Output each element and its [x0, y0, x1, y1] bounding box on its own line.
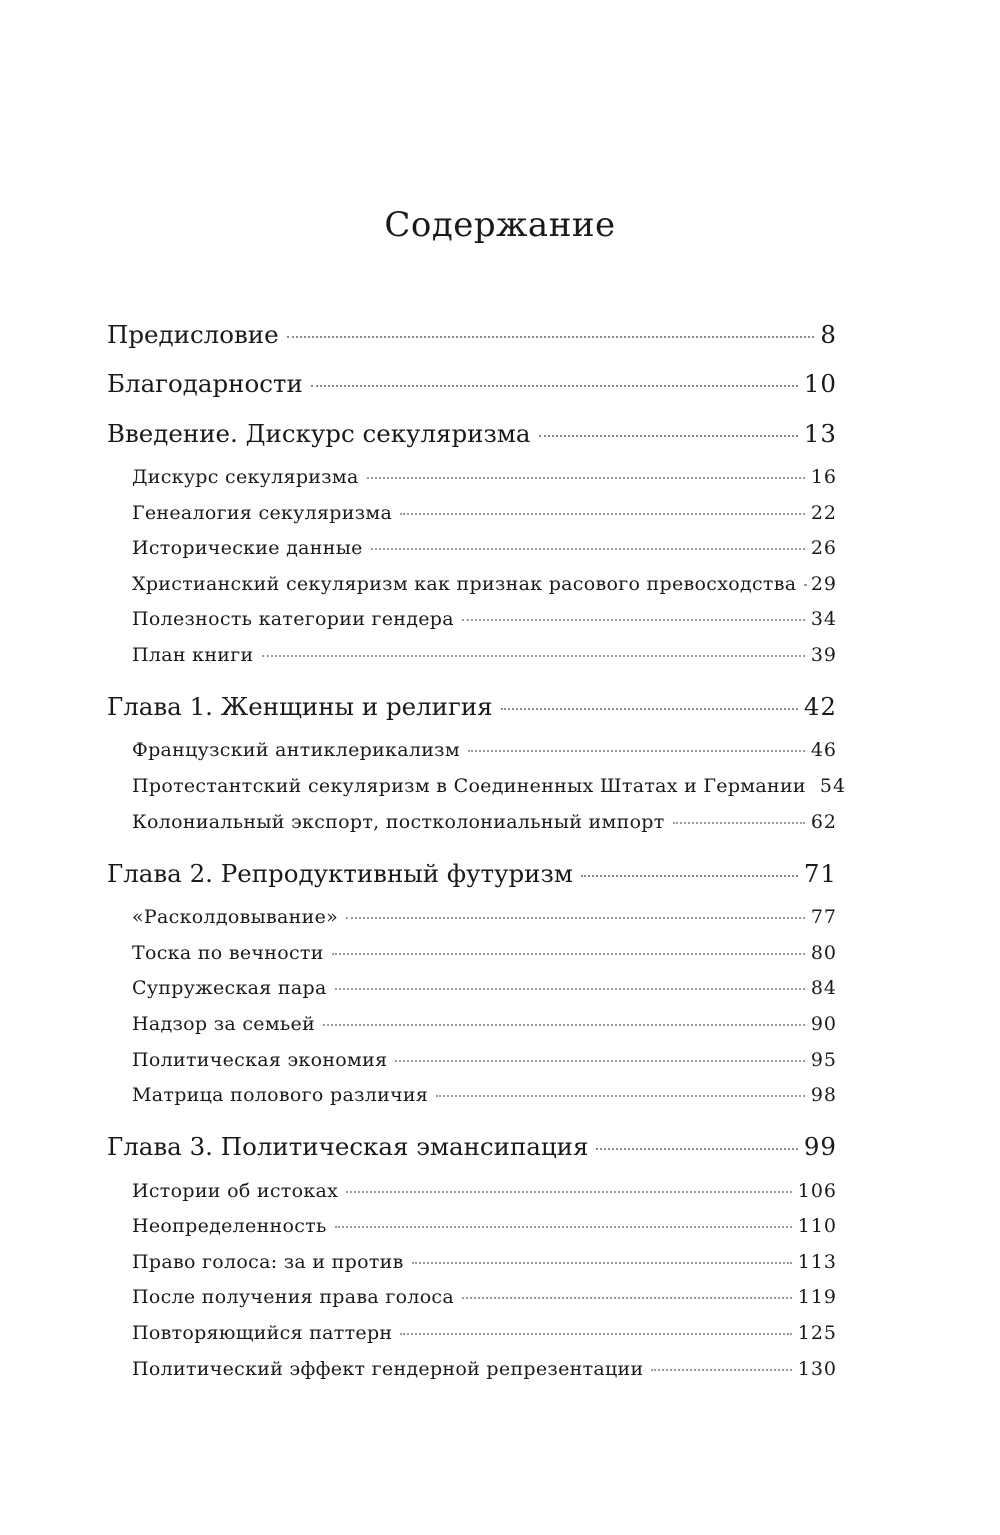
- toc-entry-label: Введение. Дискурс секуляризма: [107, 418, 531, 448]
- toc-subentry[interactable]: [107, 1078, 837, 1124]
- dot-leader: [332, 953, 805, 955]
- toc-page-number: 90: [810, 1012, 837, 1035]
- toc-page-number: 99: [803, 1132, 837, 1162]
- dot-leader: [596, 1148, 797, 1150]
- toc-entry-acknowledgements[interactable]: [107, 361, 837, 411]
- toc-entry-chapter-1[interactable]: [107, 684, 837, 734]
- toc-page-number: 54: [819, 775, 847, 798]
- toc-entry-label: После получения права голоса: [132, 1286, 455, 1309]
- toc-entry-label: Предисловие: [107, 320, 279, 349]
- dot-leader: [335, 1226, 792, 1228]
- toc-page-number: 62: [810, 810, 837, 833]
- dot-leader: [651, 1369, 791, 1371]
- dot-leader: [335, 988, 805, 990]
- dot-leader: [323, 1024, 805, 1026]
- toc-entry-label: Надзор за семьей: [132, 1012, 316, 1035]
- toc-subentry[interactable]: [107, 900, 837, 936]
- toc-subentry[interactable]: [107, 769, 847, 805]
- dot-leader: [346, 917, 805, 919]
- toc-subentry[interactable]: [107, 531, 837, 567]
- toc-page-number: 98: [810, 1084, 837, 1107]
- toc-subentry[interactable]: [107, 1280, 837, 1316]
- toc-page-number: 80: [810, 941, 837, 964]
- dot-leader: [581, 875, 798, 877]
- toc-entry-label: Христианский секуляризм как признак расового превосходства: [132, 572, 797, 595]
- table-of-contents: [107, 312, 847, 1387]
- dot-leader: [412, 1262, 792, 1264]
- dot-leader: [462, 619, 805, 621]
- toc-entry-label: Полезность категории гендера: [132, 608, 454, 631]
- toc-page-number: 16: [810, 466, 837, 488]
- toc-subentry[interactable]: [107, 805, 837, 851]
- dot-leader: [367, 477, 805, 479]
- toc-entry-label: Матрица полового различия: [132, 1084, 429, 1107]
- toc-entry-label: Политический эффект гендерной репрезентации: [132, 1357, 644, 1380]
- toc-subentry[interactable]: [107, 602, 837, 638]
- toc-entry-label: Неопределенность: [132, 1215, 327, 1238]
- dot-leader: [262, 655, 805, 657]
- dot-leader: [400, 513, 805, 515]
- toc-page-number: 10: [803, 369, 837, 398]
- toc-entry-chapter-2[interactable]: [107, 851, 837, 901]
- toc-page-number: 84: [810, 977, 837, 1000]
- toc-entry-label: Благодарности: [107, 369, 303, 398]
- toc-entry-label: План книги: [132, 643, 254, 666]
- toc-entry-preface[interactable]: [107, 312, 837, 361]
- dot-leader: [462, 1297, 792, 1299]
- toc-entry-label: Истории об истоках: [132, 1179, 339, 1202]
- toc-entry-label: Исторические данные: [132, 537, 363, 560]
- toc-subentry[interactable]: [107, 733, 837, 769]
- page-title: Содержание: [384, 205, 616, 245]
- toc-entry-label: Протестантский секуляризм в Соединенных Штатах и Германии: [132, 775, 806, 798]
- toc-entry-label: Глава 3. Политическая эмансипация: [107, 1132, 589, 1162]
- dot-leader: [468, 750, 805, 752]
- toc-page-number: 113: [797, 1250, 837, 1273]
- toc-subentry[interactable]: [107, 1209, 837, 1245]
- dot-leader: [311, 385, 798, 387]
- dot-leader: [400, 1333, 791, 1335]
- dot-leader: [501, 708, 798, 710]
- toc-page-number: 22: [810, 501, 837, 524]
- toc-page-number: 34: [810, 608, 837, 631]
- dot-leader: [287, 336, 815, 338]
- dot-leader: [346, 1191, 792, 1193]
- toc-entry-label: Колониальный экспорт, постколониальный импорт: [132, 810, 665, 833]
- toc-page-number: 8: [820, 320, 837, 349]
- toc-subentry[interactable]: [107, 1316, 837, 1352]
- toc-entry-label: Супружеская пара: [132, 977, 327, 1000]
- toc-page-number: 46: [810, 739, 837, 762]
- toc-subentry[interactable]: [107, 1007, 837, 1043]
- dot-leader: [673, 822, 805, 824]
- toc-page-number: 77: [810, 906, 837, 929]
- dot-leader: [436, 1095, 805, 1097]
- toc-page-number: 13: [803, 418, 837, 448]
- toc-page-number: 130: [797, 1357, 837, 1380]
- toc-subentry[interactable]: [107, 1174, 837, 1210]
- toc-subentry[interactable]: [107, 1043, 837, 1079]
- toc-entry-label: Тоска по вечности: [132, 941, 324, 964]
- toc-entry-label: Дискурс секуляризма: [132, 466, 359, 488]
- toc-entry-label: Политическая экономия: [132, 1048, 388, 1071]
- dot-leader: [395, 1060, 804, 1062]
- toc-subentry[interactable]: [107, 567, 837, 603]
- dot-leader: [539, 435, 798, 437]
- toc-page-number: 39: [810, 643, 837, 666]
- toc-entry-chapter-3[interactable]: [107, 1124, 837, 1174]
- toc-subentry[interactable]: [107, 936, 837, 972]
- toc-page-number: 26: [810, 537, 837, 560]
- toc-subentry[interactable]: [107, 1245, 837, 1281]
- toc-entry-label: Французский антиклерикализм: [132, 739, 460, 762]
- toc-page-number: 71: [803, 858, 837, 888]
- toc-subentry[interactable]: [107, 460, 837, 496]
- toc-subentry[interactable]: [107, 1352, 837, 1388]
- toc-page-number: 95: [810, 1048, 837, 1071]
- toc-entry-label: Генеалогия секуляризма: [132, 501, 393, 524]
- dot-leader: [371, 548, 805, 550]
- toc-page-number: 106: [797, 1179, 837, 1202]
- toc-page-number: 125: [797, 1322, 837, 1344]
- toc-entry-label: Повторяющийся паттерн: [132, 1322, 393, 1344]
- toc-entry-label: «Расколдовывание»: [132, 906, 339, 929]
- toc-page-number: 29: [810, 572, 837, 595]
- toc-entry-introduction[interactable]: [107, 411, 837, 461]
- toc-page-number: 110: [797, 1215, 837, 1238]
- toc-page-number: 42: [803, 691, 837, 721]
- toc-subentry[interactable]: [107, 638, 837, 684]
- toc-entry-label: Право голоса: за и против: [132, 1250, 404, 1273]
- toc-entry-label: Глава 2. Репродуктивный футуризм: [107, 858, 573, 888]
- toc-page-number: 119: [797, 1286, 837, 1309]
- toc-entry-label: Глава 1. Женщины и религия: [107, 691, 493, 721]
- toc-subentry[interactable]: [107, 971, 837, 1007]
- toc-subentry[interactable]: [107, 496, 837, 532]
